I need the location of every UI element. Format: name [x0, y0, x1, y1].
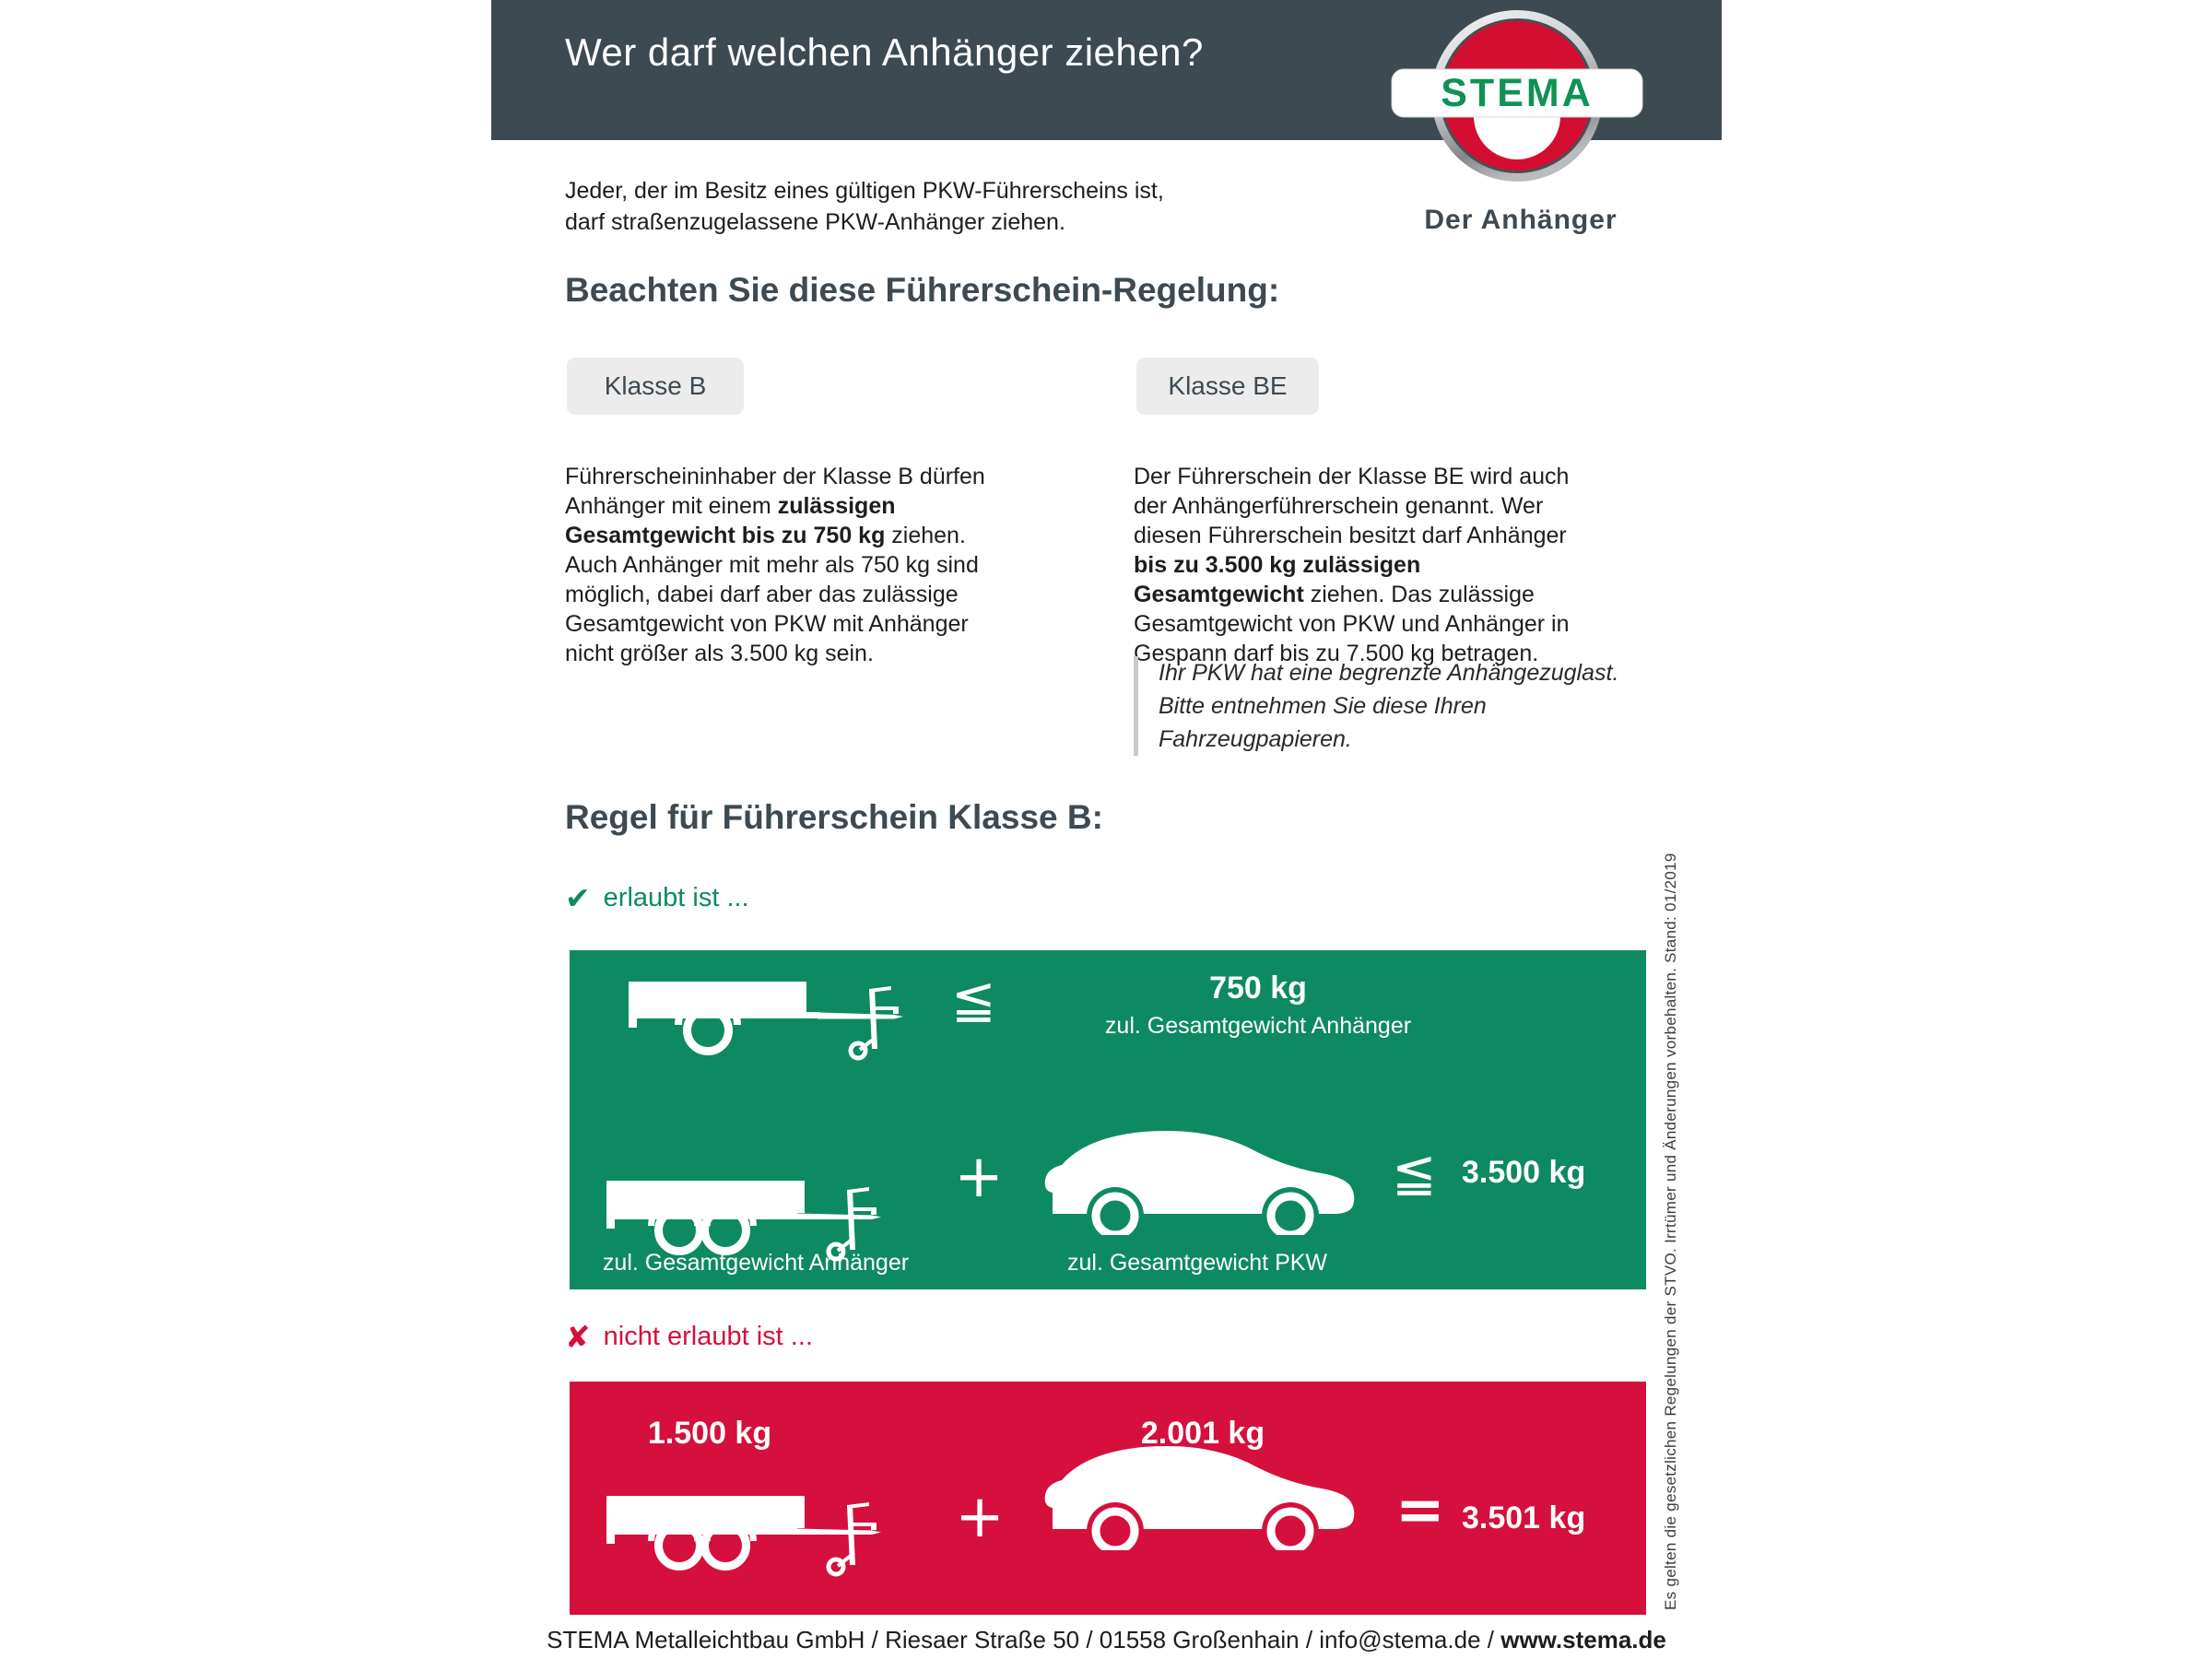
section-heading-regelung: Beachten Sie diese Führerschein-Regelung:: [565, 271, 1280, 309]
car-icon-red: [1038, 1440, 1356, 1550]
allowed-trailer-weight: 750 kg: [1209, 971, 1307, 1006]
allowed-row2-trailer-label: zul. Gesamtgewicht Anhänger: [602, 1250, 910, 1276]
footer-website-link[interactable]: www.stema.de: [1500, 1626, 1666, 1653]
footer: [491, 1626, 1722, 1654]
allowed-trailer-weight-label: zul. Gesamtgewicht Anhänger: [1104, 1013, 1412, 1039]
plus-operator-green: +: [954, 1143, 1004, 1211]
logo-emblem: [1392, 10, 1642, 182]
note-line-1: Ihr PKW hat eine begrenzte Anhängezuglast.: [1159, 660, 1619, 686]
not-allowed-box: [570, 1382, 1646, 1615]
equals-operator: =: [1395, 1477, 1445, 1545]
allowed-label: erlaubt ist ...: [603, 883, 749, 912]
klasse-b-text-pre: Führerscheininhaber der Klasse B dürfen Anhänger mit einem: [565, 464, 985, 519]
klasse-be-text-bold: bis zu 3.500 kg zulässigen Gesamtgewicht: [1134, 552, 1421, 607]
klasse-b-text-post: ziehen. Auch Anhänger mit mehr als 750 kg sind möglich, dabei darf aber das zulässige Gesamtgewicht von PKW mit Anhänger nicht größer als 3.500 kg sein.: [565, 523, 979, 666]
not-allowed-row: [565, 1319, 813, 1355]
klasse-be-text-post: ziehen. Das zulässige Gesamtgewicht von PKW und Anhänger in Gespann darf bis zu 7.500 kg betragen.: [1134, 582, 1570, 666]
intro-line-1: Jeder, der im Besitz eines gültigen PKW-Führerscheins ist,: [565, 178, 1164, 204]
allowed-row2-car-label: zul. Gesamtgewicht PKW: [1066, 1250, 1328, 1276]
not-allowed-car-weight: 2.001 kg: [1140, 1416, 1265, 1451]
klasse-be-paragraph: [1134, 462, 1591, 668]
car-icon-green: [1038, 1124, 1356, 1235]
not-allowed-label: nicht erlaubt ist ...: [603, 1322, 813, 1351]
klasse-b-button[interactable]: Klasse B: [567, 358, 744, 415]
trailer-tandem-axle-icon-red: [606, 1491, 883, 1579]
klasse-b-paragraph: [565, 462, 1006, 668]
stema-logo: [1388, 4, 1646, 188]
towing-capacity-note: [1134, 656, 1675, 756]
klasse-be-button[interactable]: Klasse BE: [1136, 358, 1319, 415]
klasse-be-text-pre: Der Führerschein der Klasse BE wird auch der Anhängerführerschein genannt. Wer diesen Führerschein besitzt darf Anhänger: [1134, 464, 1570, 548]
intro-text: [565, 175, 1164, 238]
allowed-total-weight: 3.500 kg: [1462, 1155, 1586, 1190]
note-line-2: Bitte entnehmen Sie diese Ihren Fahrzeugpapieren.: [1159, 693, 1487, 752]
section-heading-regel-klasse-b: Regel für Führerschein Klasse B:: [565, 798, 1103, 836]
legal-side-note: Es gelten die gesetzlichen Regelungen der STVO. Irrtümer und Änderungen vorbehalten. Stand: 01/2019: [1662, 853, 1679, 1610]
brand-tagline: Der Anhänger: [1424, 205, 1618, 235]
logo-brand-text: STEMA: [1441, 71, 1594, 115]
leq-operator-row2: ≦: [1392, 1141, 1437, 1204]
leq-operator-row1: ≦: [951, 968, 996, 1030]
allowed-box: [570, 950, 1646, 1289]
klasse-b-text-bold: zulässigen Gesamtgewicht bis zu 750 kg: [565, 493, 896, 548]
cross-icon: ✘: [565, 1319, 591, 1355]
page-title: Wer darf welchen Anhänger ziehen?: [565, 30, 1204, 74]
intro-line-2: darf straßenzugelassene PKW-Anhänger ziehen.: [565, 209, 1065, 235]
allowed-row: [565, 880, 749, 916]
plus-operator-red: +: [955, 1483, 1005, 1551]
checkmark-icon: ✔: [565, 880, 591, 916]
trailer-single-axle-icon: [629, 977, 905, 1065]
not-allowed-trailer-weight: 1.500 kg: [647, 1416, 772, 1451]
not-allowed-total-weight: 3.501 kg: [1462, 1500, 1586, 1535]
footer-text: STEMA Metalleichtbau GmbH / Riesaer Straße 50 / 01558 Großenhain / info@stema.de /: [547, 1626, 1501, 1653]
